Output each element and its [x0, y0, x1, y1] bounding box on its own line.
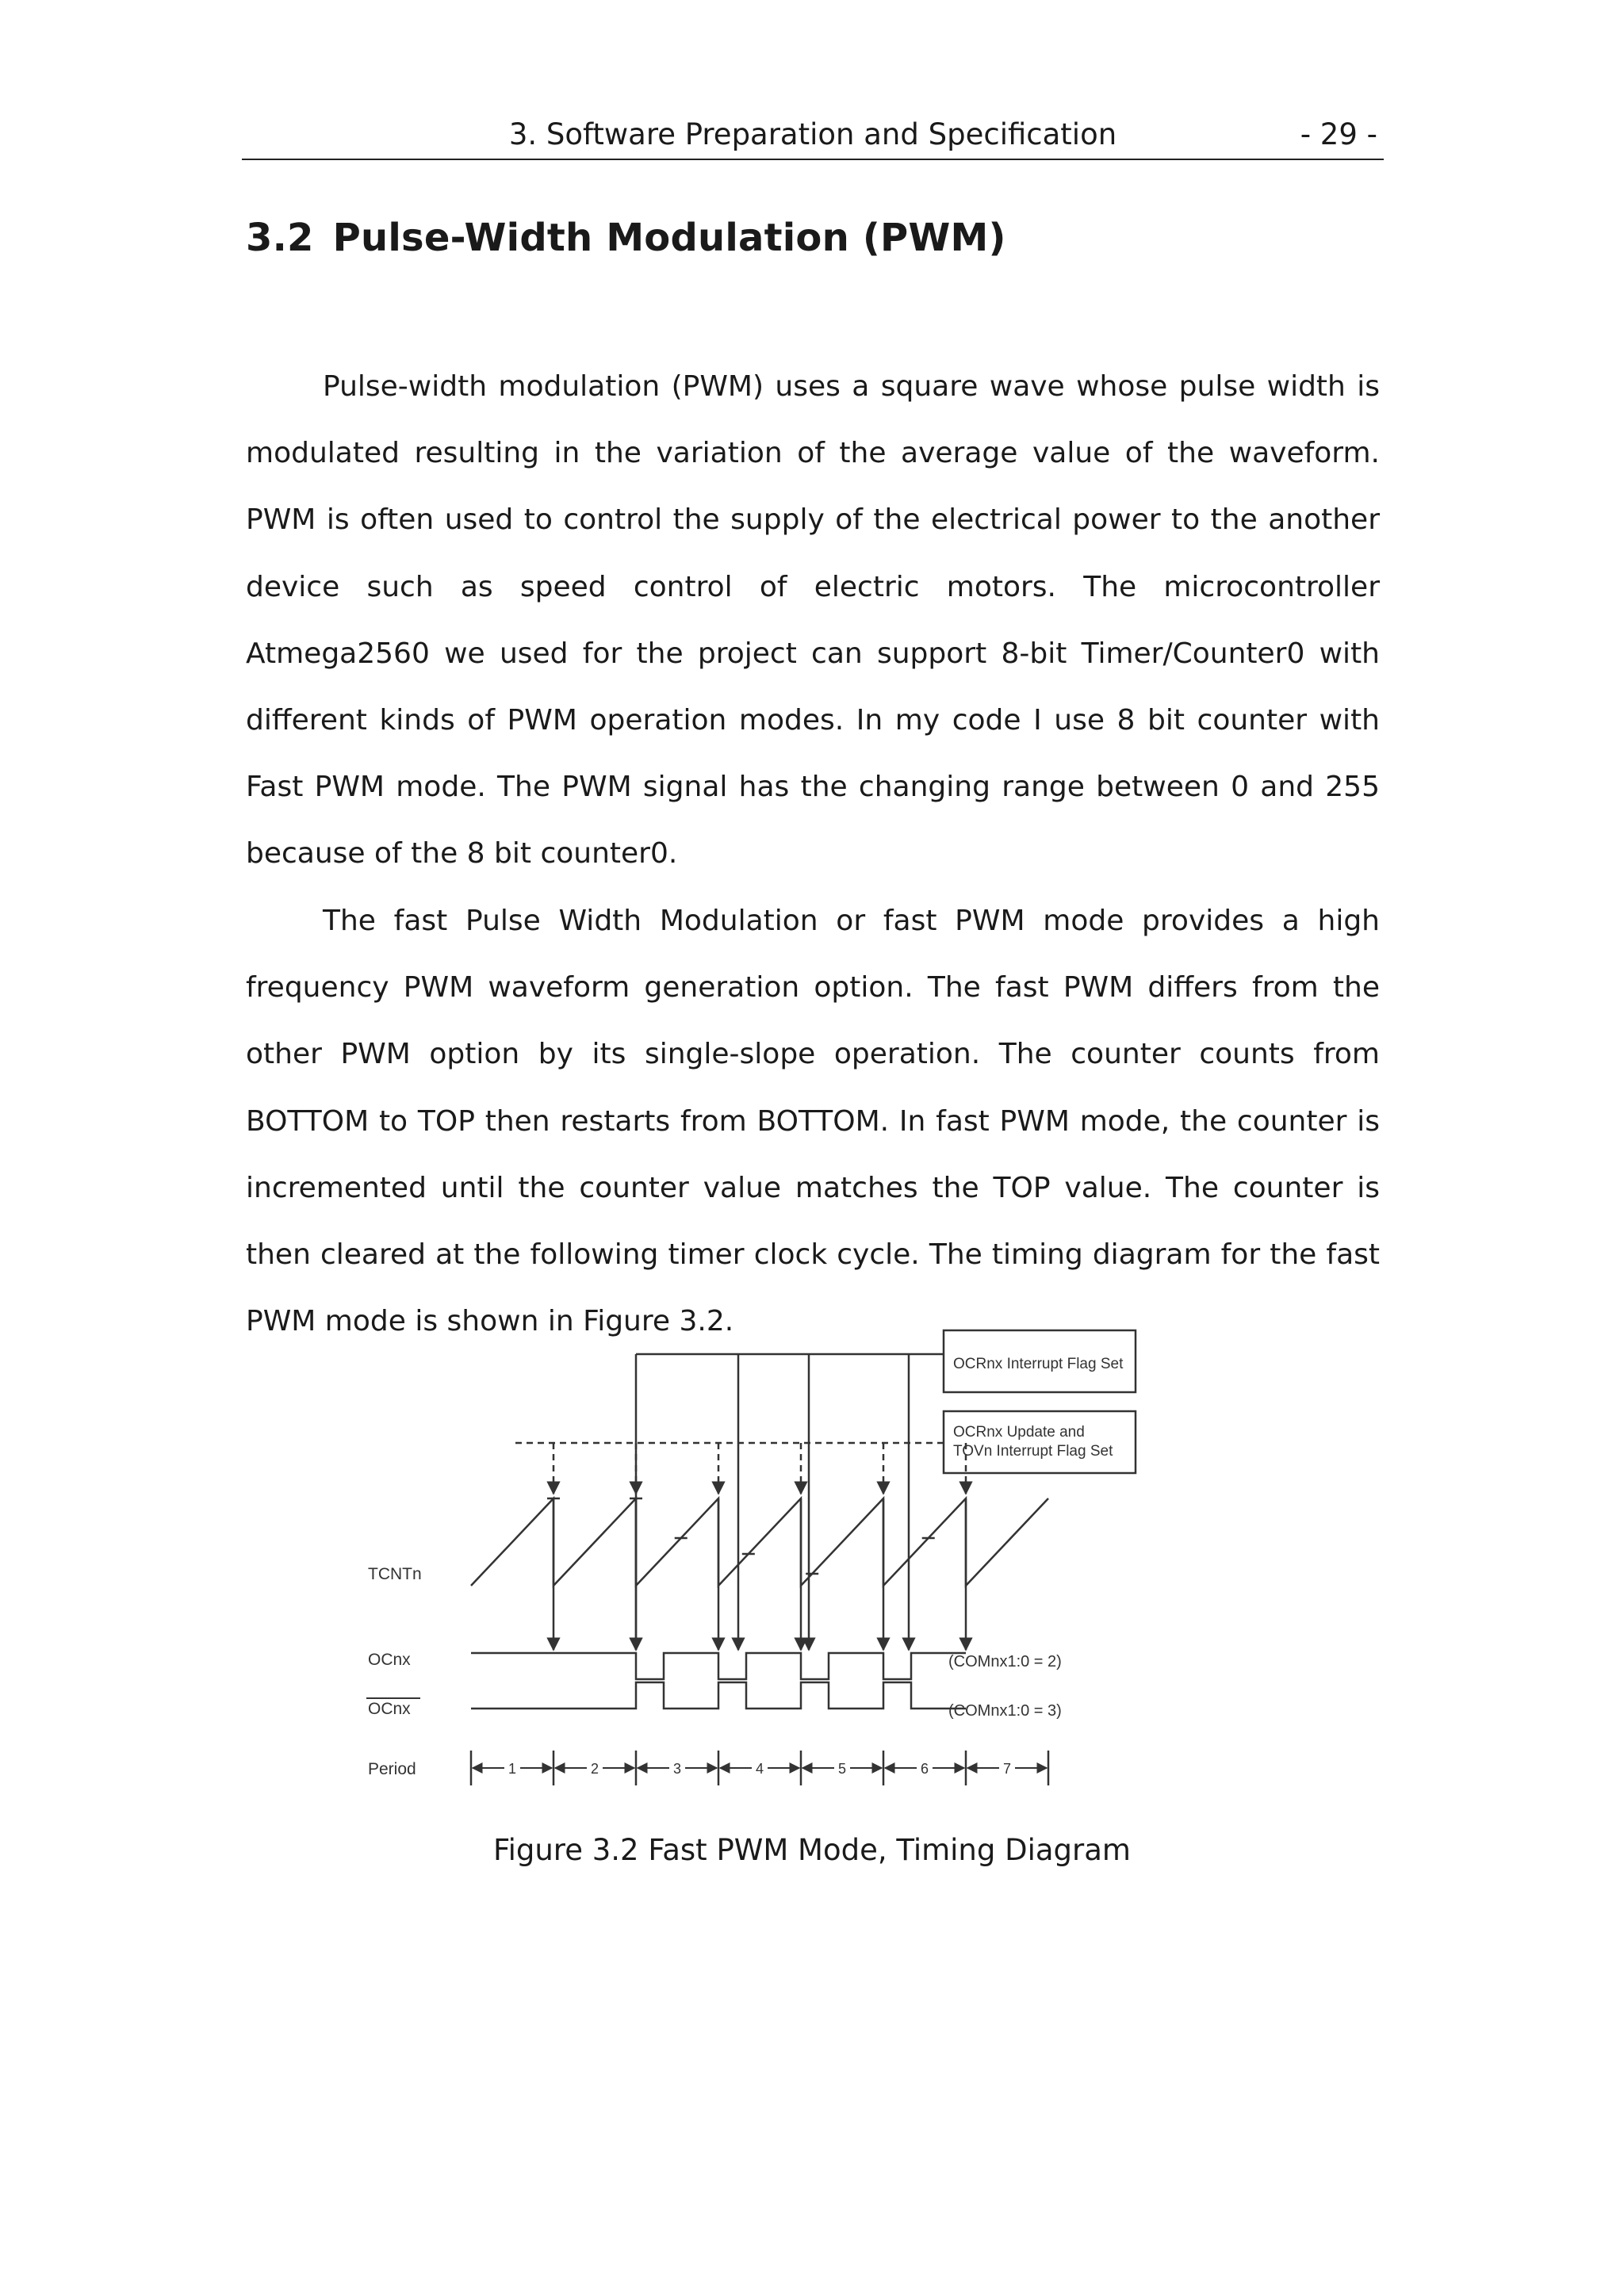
- ocnx-label: OCnx: [368, 1651, 411, 1669]
- period-number-2: 2: [591, 1761, 599, 1777]
- running-head-title: 3. Software Preparation and Specification: [508, 117, 1117, 151]
- tcnt-label: TCNTn: [368, 1565, 422, 1583]
- period-number-3: 3: [673, 1761, 682, 1777]
- ocnx-waveform: [471, 1653, 966, 1679]
- paragraph-fast-pwm: The fast Pulse Width Modulation or fast PWM mode provides a high frequency PWM waveform generation option. The fast PWM differs from the other PWM option by its single-slope operation. The counter counts from BOTTOM to TOP then restarts from BOTTOM. In fast PWM mode, the counter is incremented until the counter value matches the TOP value. The counter is then cleared at the following timer clock cycle. The timing diagram for the fast PWM mode is shown in Figure 3.2.: [246, 905, 1380, 1338]
- interrupt-flag-label: OCRnx Interrupt Flag Set: [953, 1356, 1124, 1372]
- section-number: 3.2: [246, 216, 314, 260]
- ocnx-inverted-label: OCnx: [368, 1700, 411, 1718]
- timing-diagram-figure: [349, 1300, 1300, 1816]
- period-label: Period: [368, 1760, 416, 1778]
- period-number-4: 4: [756, 1761, 764, 1777]
- page-number: - 29 -: [1300, 117, 1377, 151]
- period-number-6: 6: [921, 1761, 929, 1777]
- section-title: Pulse-Width Modulation (PWM): [332, 216, 1006, 260]
- period-number-1: 1: [508, 1761, 517, 1777]
- section-heading: [246, 216, 1006, 260]
- period-number-5: 5: [838, 1761, 847, 1777]
- running-head: [242, 111, 1384, 160]
- update-flag-box: [944, 1411, 1136, 1473]
- mode-label-non-inverting: (COMnx1:0 = 2): [948, 1653, 1062, 1670]
- update-flag-label-line2: TOVn Interrupt Flag Set: [953, 1443, 1113, 1460]
- period-number-7: 7: [1003, 1761, 1012, 1777]
- paragraph-pwm-intro: Pulse-width modulation (PWM) uses a square wave whose pulse width is modulated resulting in the variation of the average value of the waveform. PWM is often used to control the supply of the electrical power to the another device such as speed control of electric motors. The microcontroller Atmega2560 we used for the project can support 8-bit Timer/Counter0 with different kinds of PWM operation modes. In my code I use 8 bit counter with Fast PWM mode. The PWM signal has the changing range between 0 and 255 because of the 8 bit counter0.: [246, 370, 1380, 871]
- timing-diagram: [349, 1300, 1300, 1816]
- mode-label-inverting: (COMnx1:0 = 3): [948, 1702, 1062, 1720]
- tcnt-sawtooth-waveform: [471, 1498, 1048, 1586]
- ocnx-inverted-waveform: [471, 1682, 966, 1709]
- update-flag-label-line1: OCRnx Update and: [953, 1424, 1085, 1441]
- figure-caption: Figure 3.2 Fast PWM Mode, Timing Diagram: [493, 1833, 1131, 1867]
